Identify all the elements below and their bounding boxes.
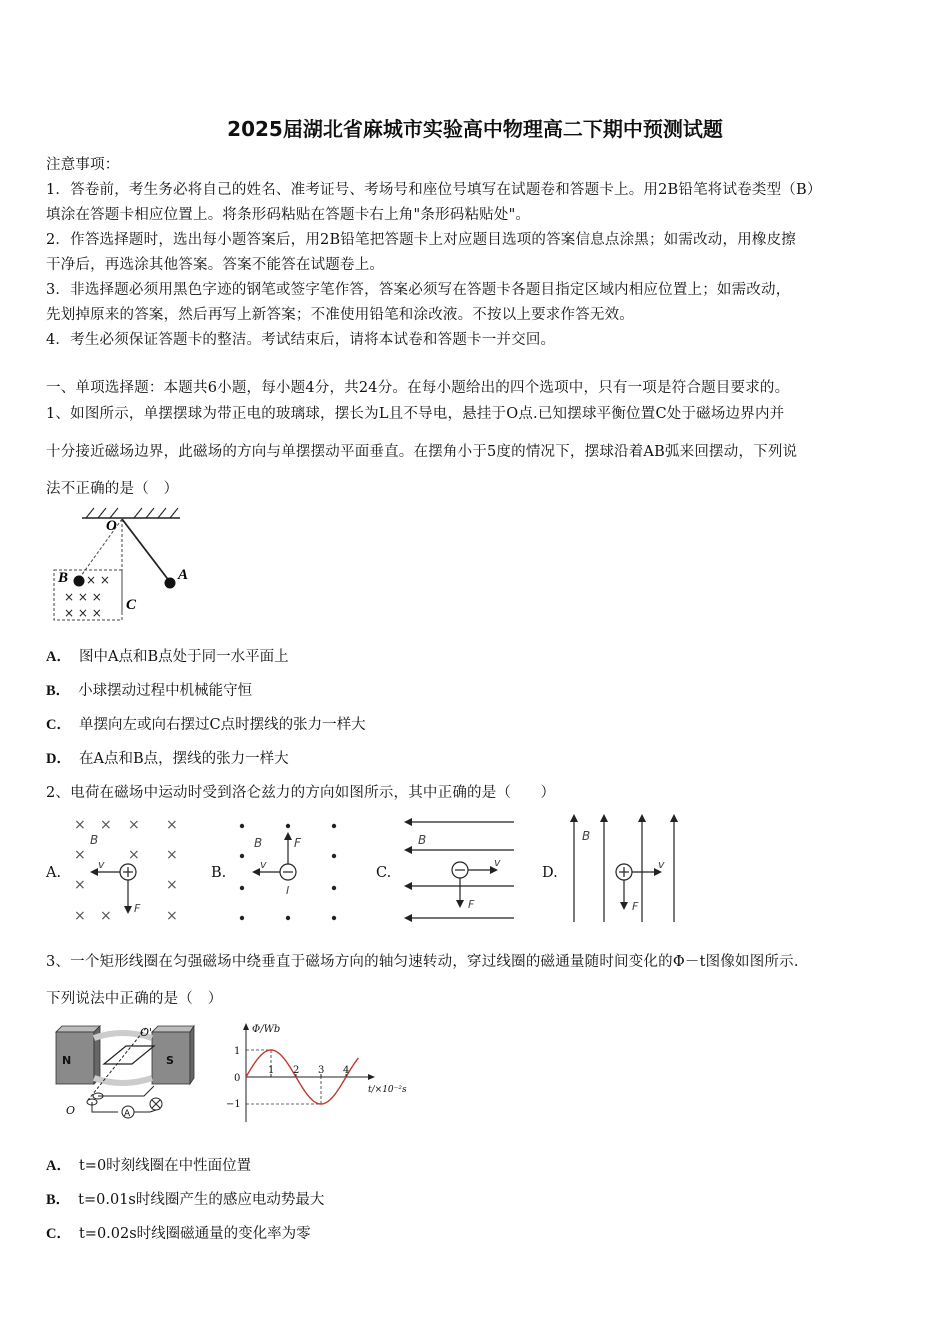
q3-stem-line: 3、一个矩形线圈在匀强磁场中绕垂直于磁场方向的轴匀速转动，穿过线圈的磁通量随时间变化的Φ－t图像如图所示.: [46, 954, 799, 970]
label-o: O: [66, 1104, 76, 1117]
x-axis-label: t/×10⁻²s: [368, 1085, 407, 1095]
notice-line: 1．答卷前，考生务必将自己的姓名、准考证号、考场号和座位号填写在试题卷和答题卡上。用2B铅笔将试卷类型（B）: [46, 182, 822, 198]
notice-line: 3．非选择题必须用黑色字迹的钢笔或签字笔作答，答案必须写在答题卡各题目指定区域内相应位置上；如需改动，: [46, 282, 791, 298]
y-tick-label: −1: [226, 1099, 241, 1110]
option-key: D．: [46, 751, 71, 767]
q3-stem-line: 下列说法中正确的是（ ）: [46, 991, 223, 1007]
option-key: C．: [46, 717, 71, 733]
q2-figure-a: [70, 812, 190, 924]
option-text: t=0时刻线圈在中性面位置: [78, 1158, 252, 1174]
svg-text:×: ×: [166, 817, 178, 833]
label-v: v: [494, 856, 501, 869]
q1-option-b: [46, 679, 252, 700]
option-key: B．: [46, 1192, 71, 1208]
q2-figure-d: [566, 810, 682, 926]
q1-stem-line: 法不正确的是（ ）: [46, 481, 179, 497]
label-o: O: [106, 518, 117, 534]
svg-text:×: ×: [166, 908, 178, 924]
page-title: 2025届湖北省麻城市实验高中物理高二下期中预测试题: [227, 117, 723, 141]
label-b: B: [90, 833, 99, 847]
y-tick-label: 0: [234, 1073, 241, 1084]
label-o-prime: O': [140, 1026, 153, 1039]
svg-text:×: ×: [100, 908, 112, 924]
q2-figure-c: [402, 812, 520, 924]
label-v: v: [658, 858, 665, 871]
q1-option-a: [46, 645, 289, 666]
ammeter-label: A: [124, 1109, 131, 1119]
label-f: F: [134, 902, 141, 915]
q3-option-b: [46, 1188, 324, 1209]
option-key: A．: [46, 1158, 71, 1174]
q2-stem: 2、电荷在磁场中运动时受到洛仑兹力的方向如图所示，其中正确的是（ ）: [46, 785, 556, 801]
option-text: 单摆向左或向右摆过C点时摆线的张力一样大: [78, 717, 366, 733]
pendulum-figure: [50, 502, 200, 624]
svg-text:×: ×: [166, 847, 178, 863]
option-key: A．: [46, 649, 71, 665]
option-text: t=0.01s时线圈产生的感应电动势最大: [78, 1192, 325, 1208]
label-n: N: [62, 1054, 72, 1067]
option-key: B．: [46, 683, 71, 699]
label-f: F: [632, 900, 639, 913]
notice-line: 2．作答选择题时，选出每小题答案后，用2B铅笔把答题卡上对应题目选项的答案信息点涂黑；如需改动，用橡皮擦: [46, 232, 797, 248]
svg-text:×: ×: [74, 817, 86, 833]
svg-text:×: ×: [100, 817, 112, 833]
q2-option-d-key: D.: [542, 865, 558, 881]
svg-text:×: ×: [74, 847, 86, 863]
x-tick-label: 2: [293, 1065, 300, 1076]
q1-stem-line: 十分接近磁场边界，此磁场的方向与单摆摆动平面垂直。在摆角小于5度的情况下，摆球沿着AB弧来回摆动，下列说: [46, 444, 798, 460]
label-b: B: [58, 570, 69, 586]
notice-line: 填涂在答题卡相应位置上。将条形码粘贴在答题卡右上角"条形码粘贴处"。: [46, 207, 531, 223]
notice-line: 4．考生必须保证答题卡的整洁。考试结束后，请将本试卷和答题卡一并交回。: [46, 332, 556, 348]
label-f: F: [468, 898, 475, 911]
q2-option-a-key: A.: [46, 865, 62, 881]
q2-option-c-key: C.: [376, 865, 392, 881]
label-f: F: [294, 836, 301, 850]
label-a: A: [178, 567, 189, 583]
label-s: S: [166, 1054, 174, 1067]
svg-text:× ×: × ×: [86, 573, 110, 587]
option-text: t=0.02s时线圈磁通量的变化率为零: [78, 1226, 311, 1242]
label-b: B: [582, 829, 591, 843]
label-v: v: [260, 858, 267, 871]
flux-graph: [222, 1018, 412, 1126]
notice-line: 干净后，再选涂其他答案。答案不能答在试题卷上。: [46, 257, 385, 273]
label-c: C: [126, 597, 137, 613]
q2-figure-b: [232, 812, 352, 924]
q2-option-b-key: B.: [211, 865, 227, 881]
option-text: 小球摆动过程中机械能守恒: [78, 683, 253, 699]
x-tick-label: 3: [318, 1065, 325, 1076]
x-tick-label: 1: [268, 1065, 275, 1076]
label-b: B: [254, 836, 263, 850]
option-key: C．: [46, 1226, 71, 1242]
svg-text:× × ×: × × ×: [64, 590, 102, 604]
svg-text:×: ×: [128, 817, 140, 833]
label-b: B: [418, 833, 427, 847]
svg-text:×: ×: [166, 877, 178, 893]
notice-heading: 注意事项：: [46, 157, 120, 173]
section-heading: 一、单项选择题：本题共6小题，每小题4分，共24分。在每小题给出的四个选项中，只有一项是符合题目要求的。: [46, 380, 790, 396]
q3-option-c: [46, 1222, 311, 1243]
notice-line: 先划掉原来的答案，然后再写上新答案；不准使用铅笔和涂改液。不按以上要求作答无效。: [46, 307, 634, 323]
generator-figure: [54, 1024, 196, 1124]
label-i: I: [286, 884, 290, 897]
q1-option-d: [46, 747, 289, 768]
q1-option-c: [46, 713, 366, 734]
option-text: 在A点和B点，摆线的张力一样大: [78, 751, 289, 767]
q1-stem-line: 1、如图所示，单摆摆球为带正电的玻璃球，摆长为L且不导电，悬挂于O点.已知摆球平衡位置C处于磁场边界内并: [46, 406, 785, 422]
svg-text:×: ×: [74, 877, 86, 893]
label-v: v: [98, 858, 105, 871]
option-text: 图中A点和B点处于同一水平面上: [78, 649, 289, 665]
y-axis-label: Φ/Wb: [252, 1024, 281, 1035]
svg-text:× × ×: × × ×: [64, 606, 102, 620]
svg-text:×: ×: [128, 847, 140, 863]
q3-option-a: [46, 1154, 251, 1175]
svg-text:×: ×: [74, 908, 86, 924]
x-tick-label: 4: [343, 1065, 350, 1076]
y-tick-label: 1: [234, 1046, 241, 1057]
